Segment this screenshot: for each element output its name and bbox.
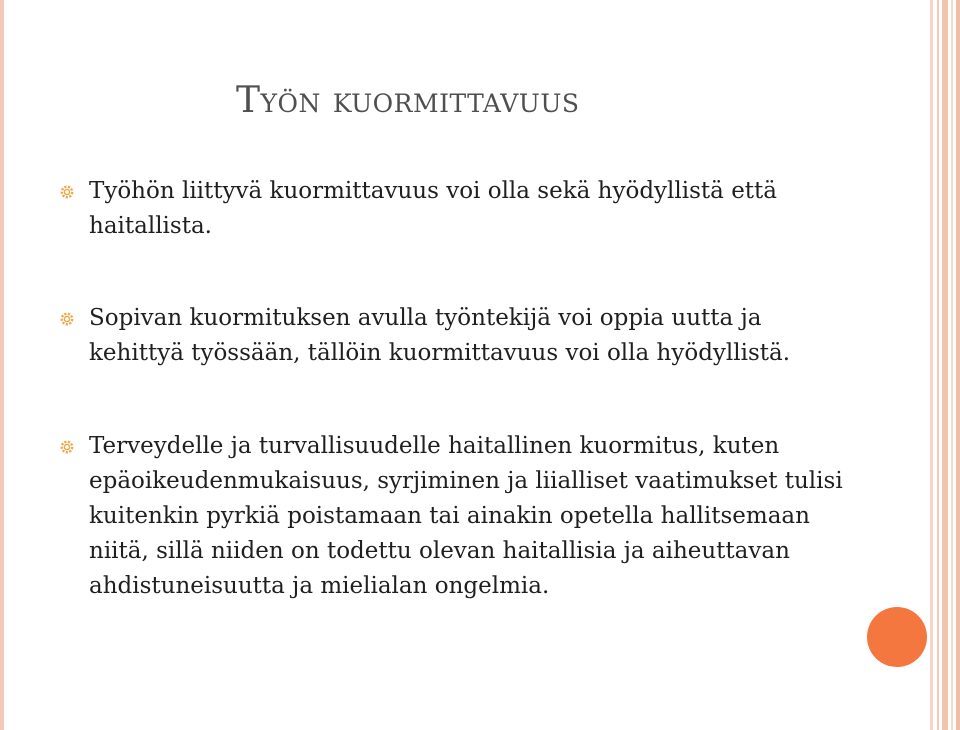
bullet-text: Työhön liittyvä kuormittavuus voi olla sekä hyödyllistä että haitallista. — [89, 178, 778, 239]
gear-bullet-icon — [60, 440, 74, 454]
right-decorative-stripes — [930, 0, 960, 730]
decorative-stripe — [942, 0, 948, 730]
gear-bullet-icon — [60, 185, 74, 199]
decorative-stripe — [956, 0, 960, 730]
decorative-stripe — [951, 0, 953, 730]
decorative-stripe — [937, 0, 939, 730]
bullet-item — [60, 429, 860, 604]
decorative-stripe — [930, 0, 933, 730]
slide-title: Työn kuormittavuus — [236, 80, 580, 121]
bullet-text: Terveydelle ja turvallisuudelle haitallinen kuormitus, kuten epäoikeudenmukaisuus, syrjiminen ja liialliset vaatimukset tulisi kuitenkin pyrkiä poistamaan tai ainakin opetella hallitsemaan niitä, sillä niiden on todettu olevan haitallisia ja aiheuttavan ahdistuneisuutta ja mielialan ongelmia. — [89, 433, 843, 599]
gear-bullet-icon — [60, 312, 74, 326]
bullet-text: Sopivan kuormituksen avulla työntekijä voi oppia uutta ja kehittyä työssään, tällöin kuormittavuus voi olla hyödyllistä. — [89, 305, 791, 366]
bullet-item — [60, 301, 860, 371]
decorative-orange-circle — [867, 607, 927, 667]
left-border-line — [0, 0, 4, 730]
bullet-list — [60, 174, 860, 604]
bullet-item — [60, 174, 860, 244]
